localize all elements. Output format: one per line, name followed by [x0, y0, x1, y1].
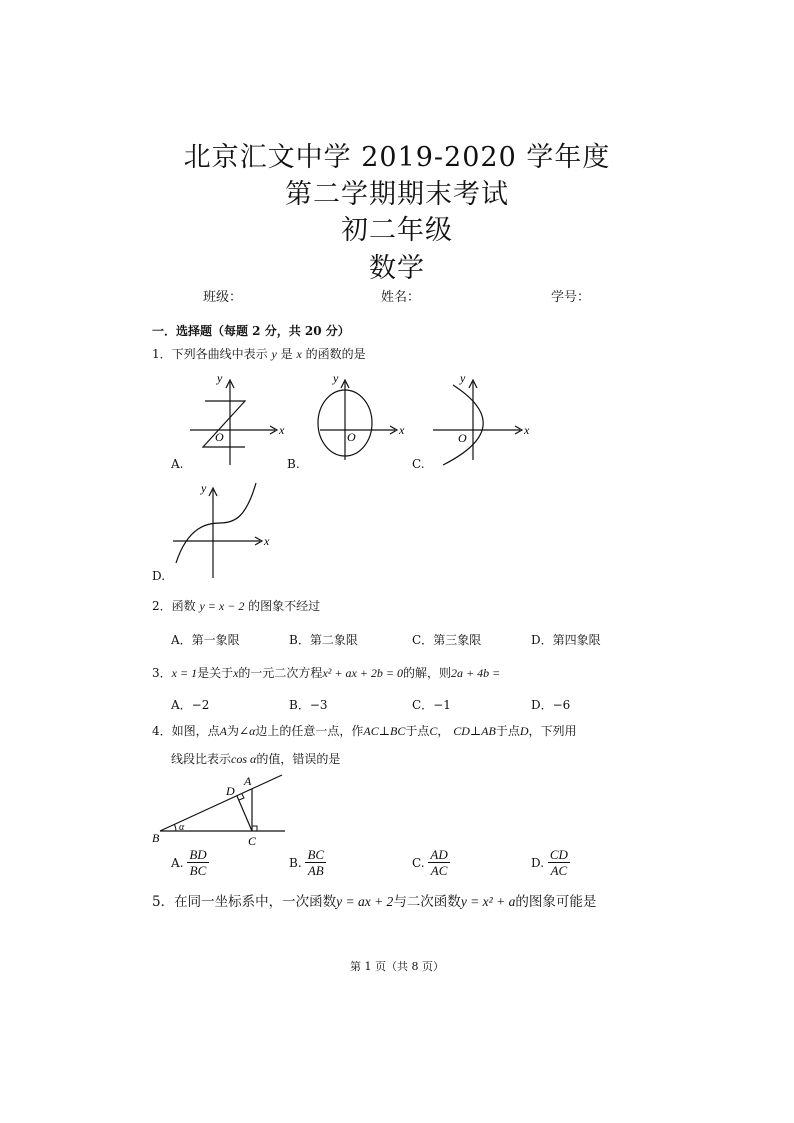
question-3-option-b: B．−3: [289, 698, 328, 712]
origin-label: O: [458, 431, 467, 445]
exam-title-grade: 初二年级: [341, 215, 453, 246]
question-2-option-a: A．第一象限: [171, 633, 240, 647]
option-a-label: A.: [171, 457, 184, 471]
question-number: 3．: [152, 666, 172, 680]
question-4-option-b: B. $\frac{BC}{AB}$: [289, 847, 325, 878]
y-axis-label: y: [217, 371, 223, 385]
page-footer: 第 1 页（共 8 页）: [350, 960, 444, 973]
fraction: $\frac{BD}{BC}$: [189, 847, 207, 878]
graph-a: [185, 365, 295, 470]
question-4-option-d: D. $\frac{CD}{AC}$: [531, 847, 568, 878]
fraction: $\frac{CD}{AC}$: [549, 847, 568, 878]
point-b-label: B: [152, 831, 160, 845]
question-2-option-b: B．第二象限: [289, 633, 358, 647]
question-4-option-a: A. $\frac{BD}{BC}$: [171, 847, 207, 878]
point-a-label: A: [244, 774, 252, 788]
question-number: 2．: [152, 599, 172, 613]
graph-d: [168, 478, 283, 583]
x-axis-label: x: [279, 423, 285, 437]
x-axis-label: x: [264, 534, 270, 548]
fraction: $\frac{AD}{AC}$: [430, 847, 448, 878]
question-1-stem: 1．下列各曲线中表示 y 是 x 的函数的是: [152, 347, 366, 361]
point-c-label: C: [248, 834, 257, 848]
z-curve: [203, 401, 245, 447]
question-4-stem-line1: 4．如图，点A为∠α边上的任意一点，作AC⊥BC于点C， CD⊥AB于点D，下列用: [152, 724, 577, 738]
question-2-stem: 2．函数 y = x − 2 的图象不经过: [152, 599, 321, 613]
option-b-label: B.: [287, 457, 300, 471]
graph-c: [428, 365, 538, 470]
question-2-option-c: C．第三象限: [412, 633, 482, 647]
question-3-option-c: C．−1: [412, 698, 451, 712]
question-number: 5．: [152, 894, 175, 910]
option-c-label: C.: [412, 457, 425, 471]
question-4-stem-line2: 线段比表示cos α的值，错误的是: [171, 752, 341, 766]
class-label: 班级：: [203, 290, 243, 305]
exam-title-school: 北京汇文中学 2019-2020 学年度: [183, 142, 611, 173]
question-3-option-d: D．−6: [531, 698, 571, 712]
question-2-option-d: D．第四象限: [531, 633, 601, 647]
x-axis-label: x: [524, 423, 530, 437]
question-4-option-c: C. $\frac{AD}{AC}$: [412, 847, 448, 878]
student-id-label: 学号：: [551, 290, 591, 305]
exam-title-subject: 数学: [369, 253, 425, 284]
parabola-curve: [443, 385, 483, 465]
x-axis-label: x: [399, 423, 405, 437]
angle-alpha-arc: [175, 825, 177, 832]
segment-cd: [237, 796, 252, 831]
question-number: 1．: [152, 347, 172, 361]
question-number: 4．: [152, 724, 172, 738]
question-3-stem: 3．x = 1是关于x的一元二次方程x² + ax + 2b = 0的解，则2a + 4b =: [152, 666, 501, 680]
right-angle-c: [252, 826, 257, 831]
y-axis-label: y: [460, 371, 466, 385]
y-axis-label: y: [201, 481, 207, 495]
question-5-stem: 5．在同一坐标系中，一次函数y = ax + 2与二次函数y = x² + a的图象可能是: [152, 894, 597, 910]
origin-label: O: [347, 430, 356, 444]
section-heading: 一．选择题（每题 2 分，共 20 分）: [152, 324, 350, 338]
origin-label: O: [215, 430, 224, 444]
graph-b: [305, 365, 415, 470]
fraction: $\frac{BC}{AB}$: [307, 847, 325, 878]
y-axis-label: y: [333, 371, 339, 385]
angle-alpha-label: α: [179, 822, 185, 833]
triangle-figure: [150, 770, 295, 850]
exam-title-term: 第二学期期末考试: [285, 179, 509, 210]
option-d-label: D.: [152, 569, 166, 583]
point-d-label: D: [226, 784, 235, 798]
question-3-option-a: A．−2: [171, 698, 210, 712]
name-label: 姓名：: [381, 290, 421, 305]
